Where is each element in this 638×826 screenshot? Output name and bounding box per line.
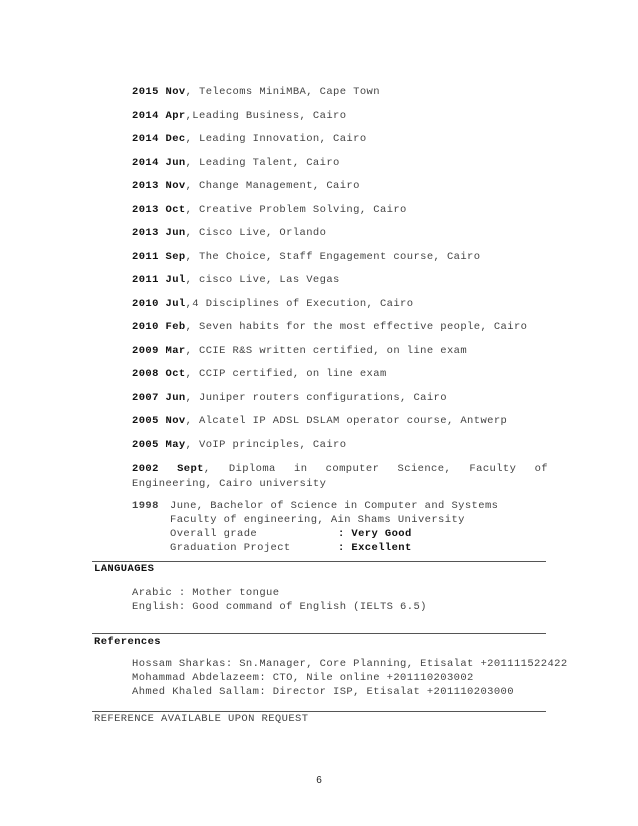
course-text: , Cisco Live, Orlando	[185, 227, 327, 239]
course-text: , Creative Problem Solving, Cairo	[185, 203, 407, 216]
courses-list	[132, 86, 552, 505]
section-divider	[92, 633, 546, 634]
language-item: Arabic : Mother tongue	[132, 587, 280, 599]
course-text: , VoIP principles, Cairo	[185, 438, 347, 451]
course-item	[132, 133, 552, 157]
diploma-text: , Diploma in computer Science, Faculty of Engineering, Cairo university	[132, 463, 548, 490]
course-item	[132, 180, 552, 204]
languages-heading: LANGUAGES	[94, 563, 155, 575]
grade-value: : Very Good	[338, 528, 412, 540]
course-date: 2014 Apr	[132, 109, 186, 122]
course-item	[132, 439, 552, 463]
course-text: , Change Management, Cairo	[185, 180, 360, 192]
course-item	[132, 157, 552, 181]
education-faculty: Faculty of engineering, Ain Shams University	[170, 514, 465, 526]
reference-item: Mohammad Abdelazeem: CTO, Nile online +201110203002	[132, 672, 474, 684]
diploma-item	[132, 462, 548, 492]
course-date: 2014 Dec	[132, 133, 186, 145]
course-text: , Leading Innovation, Cairo	[185, 133, 367, 145]
course-date: 2014 Jun	[132, 156, 186, 169]
references-list	[132, 657, 568, 699]
course-date: 2013 Oct	[132, 203, 186, 216]
course-text: ,4 Disciplines of Execution, Cairo	[185, 297, 414, 310]
course-item	[132, 321, 552, 345]
languages-list	[132, 586, 427, 614]
project-label: Graduation Project	[170, 542, 291, 554]
course-text: , Seven habits for the most effective people, Cairo	[185, 321, 528, 333]
course-item	[132, 274, 552, 298]
course-date: 2011 Sep	[132, 250, 186, 263]
reference-note: REFERENCE AVAILABLE UPON REQUEST	[94, 713, 309, 725]
course-date: 2005 Nov	[132, 415, 186, 427]
section-divider	[92, 561, 546, 562]
course-item	[132, 204, 552, 228]
education-year: 1998	[132, 500, 159, 512]
course-date: 2011 Jul	[132, 274, 186, 286]
course-item	[132, 251, 552, 275]
course-text: , Alcatel IP ADSL DSLAM operator course, Antwerp	[185, 415, 508, 427]
course-text: , Juniper routers configurations, Cairo	[185, 391, 447, 404]
page-number: 6	[316, 775, 322, 786]
course-text: , Leading Talent, Cairo	[185, 156, 340, 169]
course-date: 2005 May	[132, 438, 186, 451]
reference-item: Hossam Sharkas: Sn.Manager, Core Planning, Etisalat +201111522422	[132, 658, 568, 670]
course-text: ,Leading Business, Cairo	[185, 109, 347, 122]
course-item	[132, 345, 552, 369]
grade-label: Overall grade	[170, 528, 258, 540]
course-date: 2009 Mar	[132, 344, 186, 357]
course-date: 2013 Nov	[132, 180, 186, 192]
section-divider	[92, 711, 546, 712]
course-item	[132, 86, 552, 110]
project-value: : Excellent	[338, 542, 412, 554]
course-text: , CCIE R&S written certified, on line exam	[185, 344, 468, 357]
course-date: 2010 Feb	[132, 321, 186, 333]
education-degree: June, Bachelor of Science in Computer and Systems	[170, 500, 499, 512]
course-item	[132, 392, 552, 416]
course-text: , CCIP certified, on line exam	[185, 368, 387, 380]
course-date: 2007 Jun	[132, 391, 186, 404]
course-text: , Telecoms MiniMBA, Cape Town	[185, 86, 380, 98]
course-item	[132, 298, 552, 322]
language-item: English: Good command of English (IELTS 6.5)	[132, 601, 427, 613]
course-date: 2013 Jun	[132, 227, 186, 239]
course-item	[132, 368, 552, 392]
course-date: 2008 Oct	[132, 368, 186, 380]
course-item	[132, 227, 552, 251]
course-item	[132, 415, 552, 439]
diploma-date: 2002 Sept	[132, 463, 204, 475]
reference-item: Ahmed Khaled Sallam: Director ISP, Etisalat +201110203000	[132, 686, 514, 698]
course-item	[132, 110, 552, 134]
course-text: , The Choice, Staff Engagement course, Cairo	[185, 250, 481, 263]
education-block	[132, 499, 498, 555]
course-date: 2010 Jul	[132, 297, 186, 310]
course-date: 2015 Nov	[132, 86, 186, 98]
course-text: , cisco Live, Las Vegas	[185, 274, 340, 286]
references-heading: References	[94, 636, 162, 648]
